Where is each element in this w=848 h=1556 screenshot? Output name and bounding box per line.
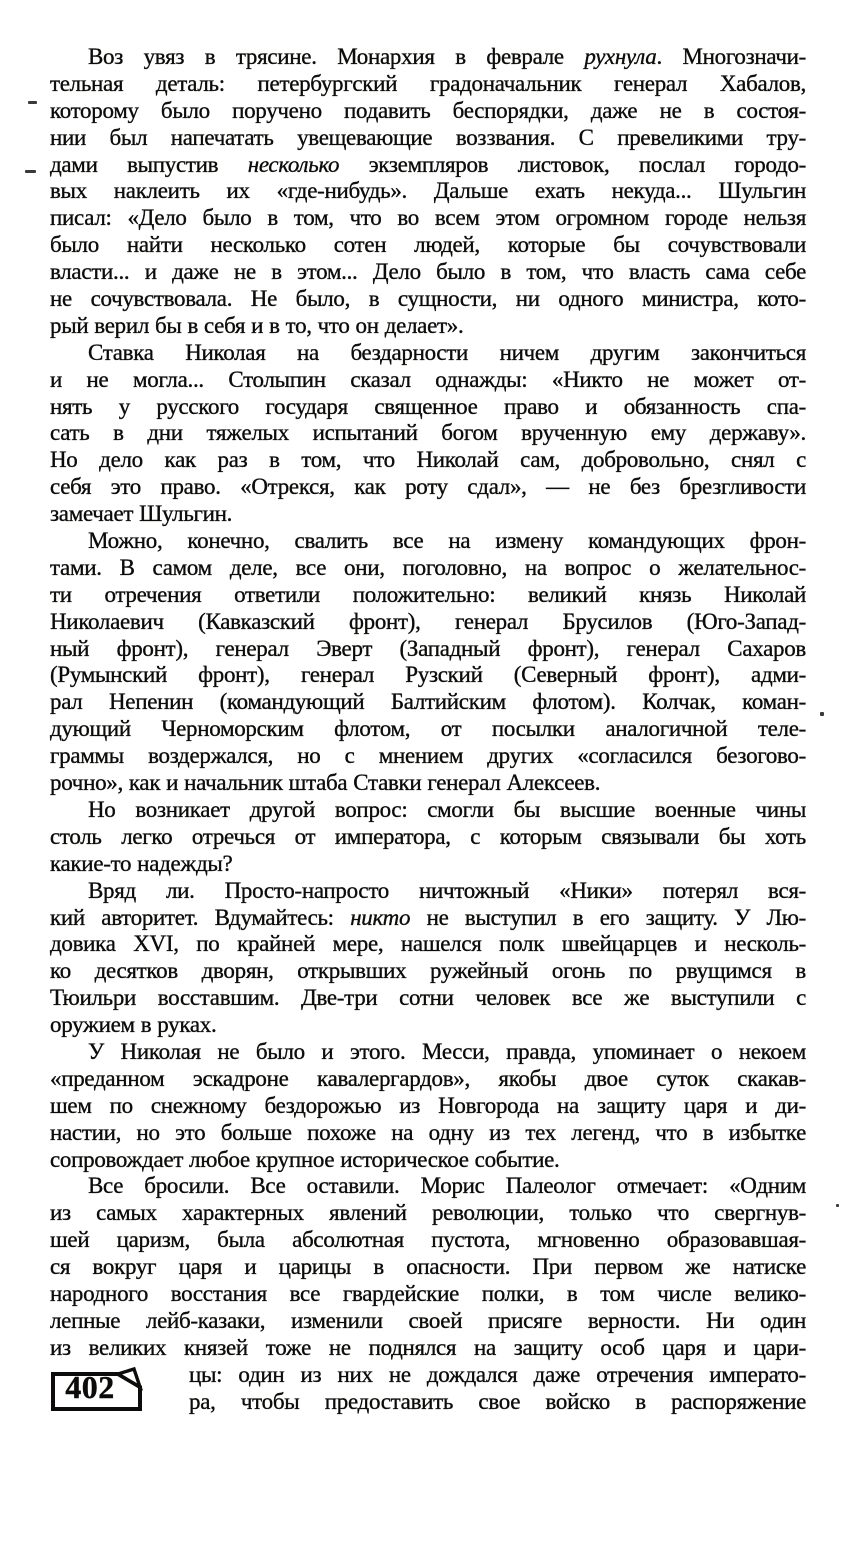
text-line — [50, 958, 806, 985]
text-line — [50, 474, 806, 501]
text-line — [50, 851, 806, 878]
text-line — [50, 636, 806, 663]
text-segment: какие-то надежды? — [50, 850, 233, 876]
text-segment: рочно», как и начальник штаба Ставки генерал Алексеев. — [50, 770, 601, 796]
text-segment: и не могла... Столыпин сказал однажды: «Никто не может от- — [50, 366, 806, 392]
text-segment: экземпляров листовок, послал городо- — [339, 151, 807, 177]
page-number-badge — [50, 1365, 144, 1413]
italic-word: никто — [350, 904, 411, 930]
text-line — [189, 1362, 806, 1389]
text-segment: которому было поручено подавить беспорядки, даже не в состоя- — [50, 97, 806, 123]
text-segment: Воз увяз в трясине. Монархия в феврале — [88, 44, 585, 69]
text-segment: из самых характерных явлений революции, только что свергнув- — [50, 1200, 806, 1226]
text-line — [50, 528, 806, 555]
text-segment: Ставка Николая на бездарности ничем другим закончиться — [88, 339, 806, 365]
text-line — [50, 582, 806, 609]
paragraph-5 — [50, 878, 806, 1039]
text-line — [50, 340, 806, 367]
text-line — [50, 743, 806, 770]
text-segment: Можно, конечно, свалить все на измену командующих фрон- — [88, 528, 806, 554]
text-line — [50, 1173, 806, 1200]
scan-speck — [836, 1204, 839, 1207]
text-line — [50, 555, 806, 582]
text-segment: вых наклеить их «где-нибудь». Дальше ехать некуда... Шульгин — [50, 178, 806, 204]
text-line — [50, 313, 806, 340]
text-segment: замечает Шульгин. — [50, 501, 233, 527]
text-line — [50, 985, 806, 1012]
paragraph-2 — [50, 340, 806, 528]
text-line — [50, 1120, 806, 1147]
text-segment: рый верил бы в себя и в то, что он делает». — [50, 312, 464, 338]
text-segment: кий авторитет. Вдумайтесь: — [50, 904, 351, 930]
text-segment: себя это право. «Отрекся, как роту сдал», — не без брезгливости — [50, 474, 806, 500]
text-segment: Николаевич (Кавказский фронт), генерал Брусилов (Юго-Запад- — [50, 608, 806, 634]
text-line — [50, 931, 806, 958]
text-line — [50, 286, 806, 313]
text-line — [50, 878, 806, 905]
text-line — [50, 770, 806, 797]
text-segment: ный фронт), генерал Эверт (Западный фронт), генерал Сахаров — [50, 635, 806, 661]
text-segment: не сочувствовала. Не было, в сущности, ни одного министра, кото- — [50, 286, 806, 312]
text-segment: . Многозначи- — [656, 44, 807, 69]
paragraph-3 — [50, 528, 806, 797]
text-line — [50, 1200, 806, 1227]
footer-text — [189, 1362, 806, 1416]
text-line — [50, 716, 806, 743]
text-line — [50, 71, 806, 98]
text-segment: тами. В самом деле, все они, поголовно, на вопрос о желательнос- — [50, 554, 806, 580]
text-segment: нии был напечатать увещевающие воззвания. С превеликими тру- — [50, 124, 806, 150]
text-segment: У Николая не было и этого. Месси, правда, упоминает о некоем — [88, 1038, 806, 1064]
text-segment: столь легко отречься от императора, с которым связывали бы хоть — [50, 823, 806, 849]
text-line — [50, 662, 806, 689]
paragraph-6 — [50, 1039, 806, 1173]
text-segment: Вряд ли. Просто-напросто ничтожный «Ники» потерял вся- — [88, 877, 806, 903]
text-segment: сать в дни тяжелых испытаний богом врученную ему державу». — [50, 420, 806, 446]
text-line — [50, 125, 806, 152]
text-line — [50, 689, 806, 716]
text-line — [50, 394, 806, 421]
text-segment: Но дело как раз в том, что Николай сам, добровольно, снял с — [50, 447, 806, 473]
text-segment: власти... и даже не в этом... Дело было в том, что власть сама себе — [50, 259, 806, 285]
text-segment: Все бросили. Все оставили. Морис Палеолог отмечает: «Одним — [88, 1173, 806, 1199]
text-line — [50, 98, 806, 125]
scan-speck — [25, 170, 36, 173]
text-block — [50, 44, 806, 1415]
text-segment: граммы воздержался, но с мнением других «согласился безогово- — [50, 743, 806, 769]
text-line — [50, 1093, 806, 1120]
text-segment: было найти несколько сотен людей, которые бы сочувствовали — [50, 232, 806, 258]
text-segment: довика XVI, по крайней мере, нашелся полк швейцарцев и несколь- — [50, 931, 806, 957]
text-line — [50, 447, 806, 474]
text-line — [50, 1066, 806, 1093]
text-segment: нять у русского государя священное право и обязанность спа- — [50, 393, 806, 419]
text-line — [50, 797, 806, 824]
text-line — [50, 178, 806, 205]
text-segment: шей царизм, была абсолютная пустота, мгновенно образовавшая- — [50, 1227, 806, 1253]
text-line — [50, 1012, 806, 1039]
text-line — [50, 232, 806, 259]
text-line — [50, 1254, 806, 1281]
text-segment: ра, чтобы предоставить свое войско в распоряжение — [189, 1388, 806, 1414]
text-segment: Тюильри восставшим. Две-три сотни человек все же выступили с — [50, 985, 806, 1011]
text-line — [50, 609, 806, 636]
text-segment: из великих князей тоже не поднялся на защиту особ царя и цари- — [50, 1334, 806, 1360]
text-segment: не выступил в его защиту. У Лю- — [410, 904, 807, 930]
italic-word: несколько — [247, 151, 340, 177]
text-segment: ко десятков дворян, открывших ружейный огонь по рвущимся в — [50, 958, 806, 984]
text-line — [50, 1227, 806, 1254]
text-line — [50, 824, 806, 851]
text-line — [50, 420, 806, 447]
text-segment: настии, но это больше похоже на одну из тех легенд, что в избытке — [50, 1119, 806, 1145]
text-segment: народного восстания все гвардейские полки, в том числе велико- — [50, 1280, 806, 1306]
text-line — [50, 205, 806, 232]
text-line — [50, 1039, 806, 1066]
paragraph-7 — [50, 1173, 806, 1361]
text-segment: ся вокруг царя и царицы в опасности. При первом же натиске — [50, 1254, 806, 1280]
text-segment: рал Непенин (командующий Балтийским флотом). Колчак, коман- — [50, 689, 806, 715]
page-number: 402 — [65, 1368, 115, 1405]
paragraph-1 — [50, 44, 806, 340]
text-line — [50, 259, 806, 286]
text-segment: оружием в руках. — [50, 1012, 217, 1038]
scan-speck — [820, 712, 824, 716]
text-segment: цы: один из них не дождался даже отречения императо- — [189, 1361, 806, 1387]
text-line — [189, 1389, 806, 1416]
italic-word: рухнула — [584, 44, 657, 69]
text-segment: лепные лейб-казаки, изменили своей присяге верности. Ни один — [50, 1307, 806, 1333]
text-segment: (Румынский фронт), генерал Рузский (Северный фронт), адми- — [50, 662, 806, 688]
paragraphs-container — [50, 44, 806, 1362]
paragraph-4 — [50, 797, 806, 878]
text-line — [50, 1147, 806, 1174]
scan-speck — [28, 101, 37, 104]
text-line — [50, 1281, 806, 1308]
text-line — [50, 367, 806, 394]
text-segment: «преданном эскадроне кавалергардов», якобы двое суток скакав- — [50, 1065, 806, 1091]
text-segment: тельная деталь: петербургский градоначальник генерал Хабалов, — [50, 70, 806, 96]
footer-row — [50, 1362, 806, 1416]
text-line — [50, 905, 806, 932]
text-segment: дующий Черноморским флотом, от посылки аналогичной теле- — [50, 716, 806, 742]
text-line — [50, 501, 806, 528]
text-line — [50, 1335, 806, 1362]
text-line — [50, 44, 806, 71]
text-segment: писал: «Дело было в том, что во всем этом огромном городе нельзя — [50, 205, 806, 231]
text-line — [50, 1308, 806, 1335]
text-segment: дами выпустив — [50, 151, 248, 177]
text-line — [50, 152, 806, 179]
text-segment: Но возникает другой вопрос: смогли бы высшие военные чины — [88, 796, 806, 822]
text-segment: шем по снежному бездорожью из Новгорода на защиту царя и ди- — [50, 1092, 806, 1118]
text-segment: ти отречения ответили положительно: великий князь Николай — [50, 581, 806, 607]
text-segment: сопровождает любое крупное историческое событие. — [50, 1146, 560, 1172]
